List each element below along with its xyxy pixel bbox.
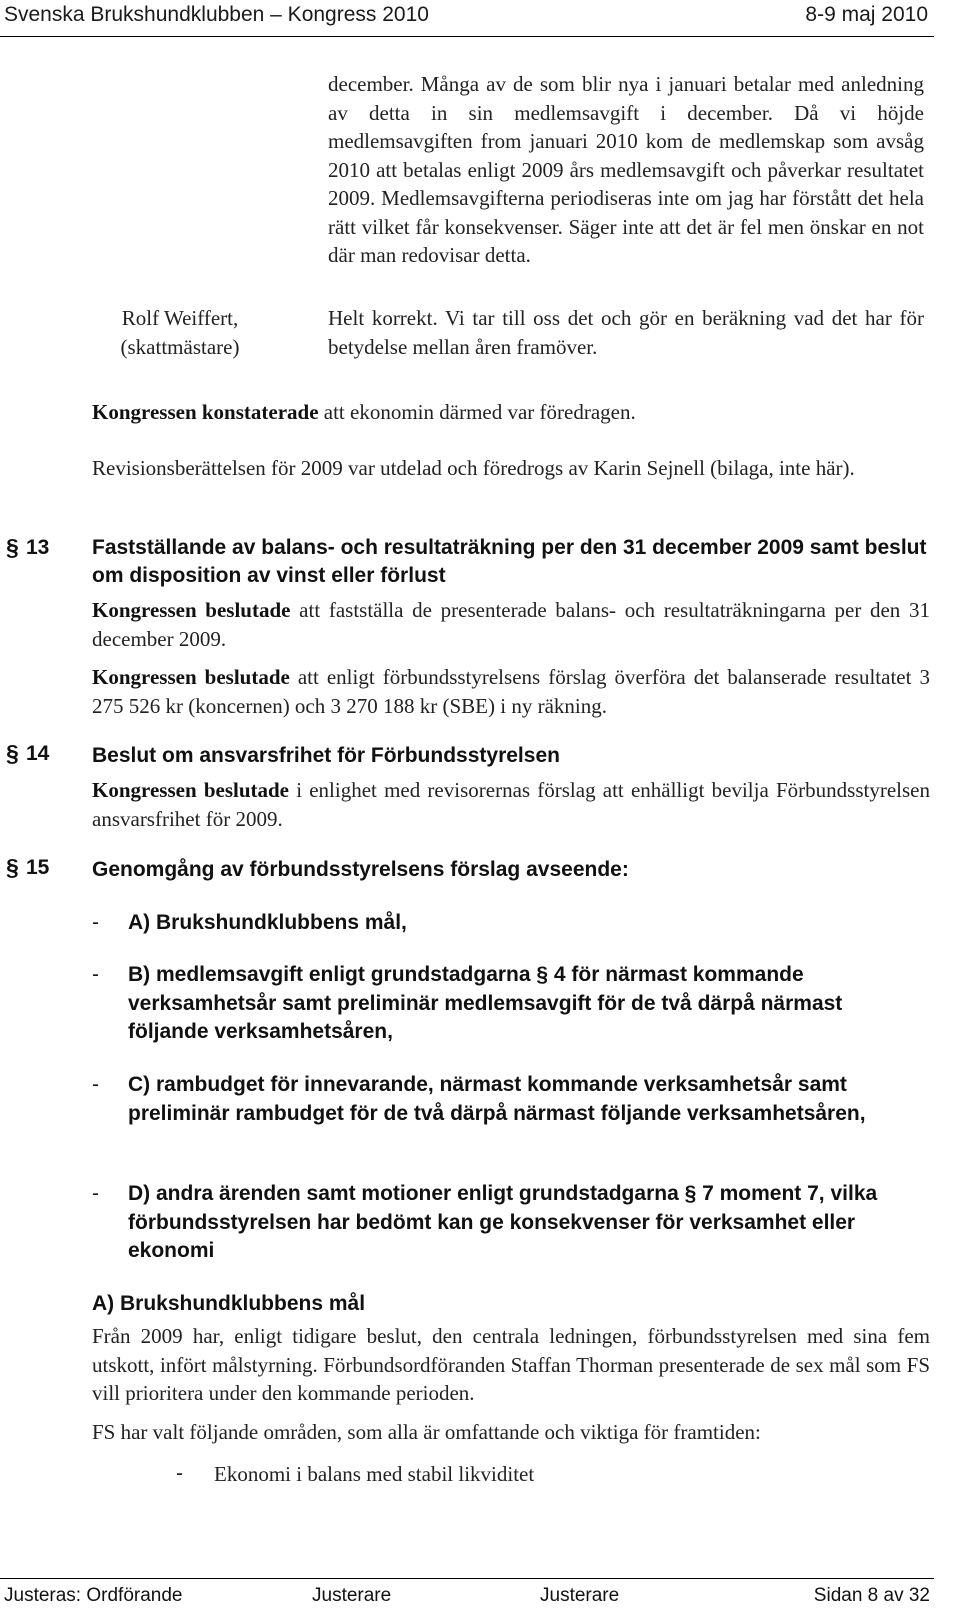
section-13-para-1-bold: Kongressen beslutade xyxy=(92,598,291,622)
footer-justeras-ordforande: Justeras: Ordförande xyxy=(4,1585,183,1606)
speaker-role: (skattmästare) xyxy=(120,334,240,359)
footer-justerare-1: Justerare xyxy=(312,1585,392,1606)
list-item-a: A) Brukshundklubbens mål, xyxy=(128,911,407,934)
list-dash: - xyxy=(92,963,99,986)
list-item-c: C) rambudget för innevarande, närmast kommande verksamhetsår samt preliminär rambudget för de två därpå närmast följande verksamhetsåren, xyxy=(128,1073,866,1125)
revision-paragraph: Revisionsberättelsen för 2009 var utdelad och föredrogs av Karin Sejnell (bilaga, inte här). xyxy=(92,456,855,480)
goal-paragraph-1: Från 2009 har, enligt tidigare beslut, den centrala ledningen, förbundsstyrelsen med sina fem utskott, infört målstyrning. Förbundsordföranden Staffan Thorman presenterade de sex mål som FS vill prioritera under den kommande perioden. xyxy=(92,1324,930,1405)
section-13-number: 13 xyxy=(26,536,50,559)
list-dash: - xyxy=(92,1073,99,1096)
konstaterade-rest: att ekonomin därmed var föredragen. xyxy=(318,400,636,424)
section-13-para-2-bold: Kongressen beslutade xyxy=(92,665,290,689)
section-14-para-bold: Kongressen beslutade xyxy=(92,778,289,802)
page-footer xyxy=(0,1578,934,1614)
section-13-symbol: § xyxy=(6,534,19,560)
section-13-para-2-rest: att enligt förbundsstyrelsens förslag överföra det balanserade resultatet 3 275 526 kr (koncernen) och 3 270 188 kr (SBE) i ny räkning. xyxy=(92,665,930,718)
goal-paragraph-2: FS har valt följande områden, som alla är omfattande och viktiga för framtiden: xyxy=(92,1420,761,1444)
konstaterade-bold: Kongressen konstaterade xyxy=(92,400,319,424)
section-15-number: 15 xyxy=(26,856,50,879)
speaker-name: Rolf Weiffert, xyxy=(121,306,239,330)
section-14-symbol: § xyxy=(6,740,19,766)
list-item-d: D) andra ärenden samt motioner enligt grundstadgarna § 7 moment 7, vilka förbundsstyrelsen har bedömt kan ge konsekvenser för verksamhet eller ekonomi xyxy=(128,1182,878,1262)
footer-page-number: Sidan 8 av 32 xyxy=(813,1585,930,1606)
goal-bullet: Ekonomi i balans med stabil likviditet xyxy=(214,1462,535,1486)
intro-paragraph: december. Många av de som blir nya i januari betalar med anledning av detta in sin medlemsavgift i december. Då vi höjde medlemsavgiften from januari 2010 kom de medlemskap som avsåg 2010 att betalas enligt 2009 års medlemsavgift och påverkar resultatet 2009. Medlemsavgifterna periodiseras inte om jag har förstått det hela rätt vilket får konsekvenser. Säger inte att det är fel men önskar en not där man redovisar detta. xyxy=(328,72,924,267)
section-13-para-1-rest: att fastställa de presenterade balans- och resultaträkningarna per den 31 december 2009. xyxy=(92,598,930,651)
section-15-title: Genomgång av förbundsstyrelsens förslag avseende: xyxy=(92,858,629,881)
speaker-reply: Helt korrekt. Vi tar till oss det och gör en beräkning vad det har för betydelse mellan åren framöver. xyxy=(328,306,924,359)
section-14-para-rest: i enlighet med revisorernas förslag att enhälligt bevilja Förbundsstyrelsen ansvarsfrihet för 2009. xyxy=(92,778,930,831)
goal-bullet-dash: - xyxy=(176,1462,183,1485)
section-13-para-1 xyxy=(92,596,930,653)
section-14-number: 14 xyxy=(26,742,50,765)
section-13-para-2 xyxy=(92,663,930,720)
page-header xyxy=(0,0,934,37)
header-date: 8-9 maj 2010 xyxy=(805,3,928,26)
speaker-label xyxy=(100,304,260,361)
section-14-para xyxy=(92,776,930,833)
konstaterade-paragraph xyxy=(92,398,930,427)
list-dash: - xyxy=(92,911,99,934)
section-14-title: Beslut om ansvarsfrihet för Förbundsstyrelsen xyxy=(92,744,560,767)
subheading-goals: A) Brukshundklubbens mål xyxy=(92,1292,366,1315)
section-13-title: Fastställande av balans- och resultaträkning per den 31 december 2009 samt beslut om disposition av vinst eller förlust xyxy=(92,536,927,587)
list-item-b: B) medlemsavgift enligt grundstadgarna § 4 för närmast kommande verksamhetsår samt preliminär medlemsavgift för de två därpå närmast följande verksamhetsåren, xyxy=(128,963,843,1043)
header-title: Svenska Brukshundklubben – Kongress 2010 xyxy=(4,3,429,26)
footer-justerare-2: Justerare xyxy=(540,1585,620,1606)
list-dash: - xyxy=(92,1182,99,1205)
section-15-symbol: § xyxy=(6,854,19,880)
